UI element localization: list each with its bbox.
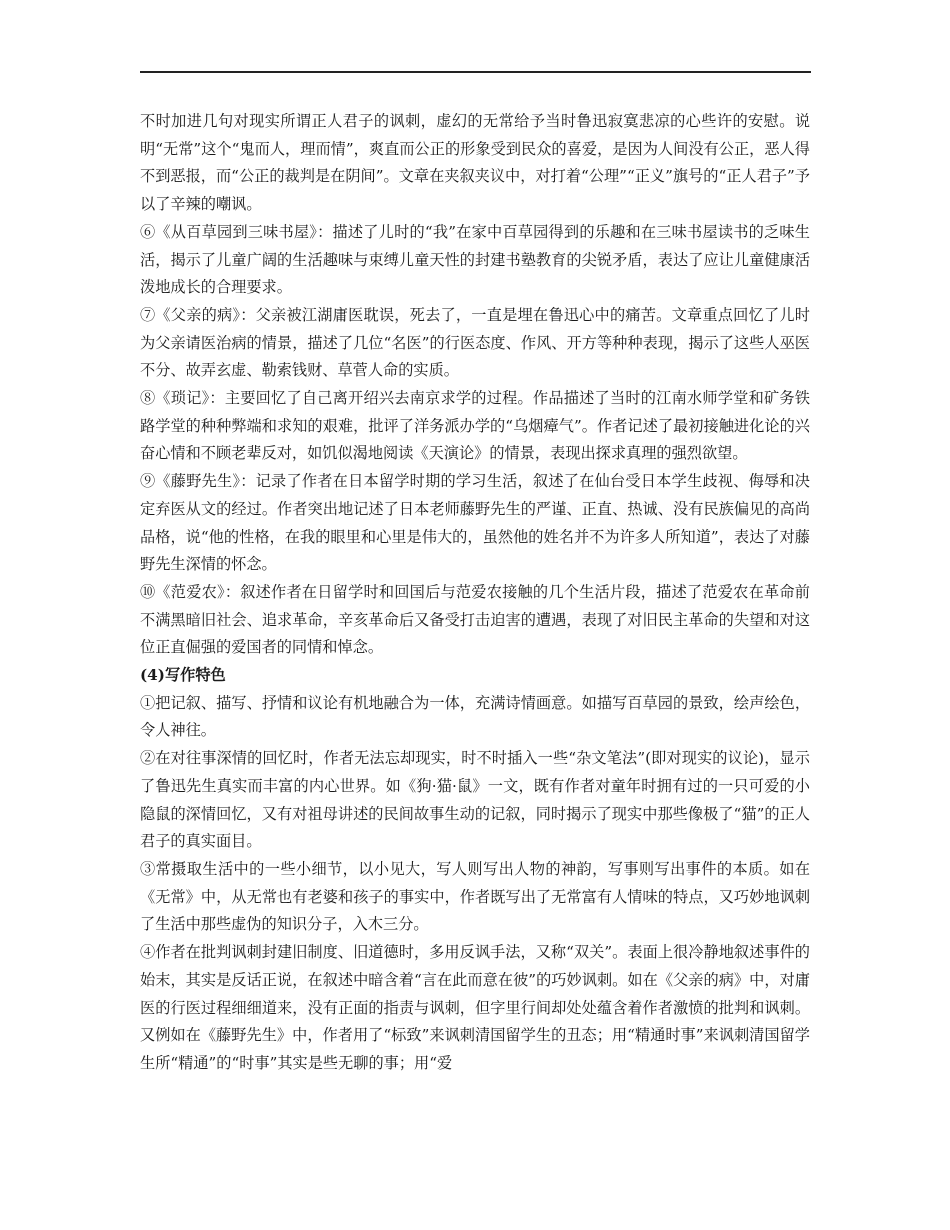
feature-item-4: ④作者在批判讽刺封建旧制度、旧道德时，多用反讽手法，又称“双关”。表面上很冷静地叙述事件的始末，其实是反话正说，在叙述中暗含着“言在此而意在彼”的巧妙讽刺。如在《父亲的病》中，对庸医的行医过程细细道来，没有正面的指责与讽刺，但字里行间却处处蕴含着作者激愤的批判和讽刺。又例如在《藤野先生》中，作者用了“标致”来讽刺清国留学生的丑态；用“精通时事”来讽刺清国留学生所“精通”的“时事”其实是些无聊的事；用“爱 [140, 943, 810, 1072]
header-rule [140, 71, 811, 73]
paragraph-suoji: ⑧《琐记》：主要回忆了自己离开绍兴去南京求学的过程。作品描述了当时的江南水师学堂和矿务铁路学堂的种种弊端和求知的艰难，批评了洋务派办学的“乌烟瘴气”。作者记述了最初接触进化论的兴奋心情和不顾老辈反对，如饥似渴地阅读《天演论》的情景，表现出探求真理的强烈欲望。 [140, 389, 810, 463]
paragraph-baicaoyuan: ⑥《从百草园到三味书屋》：描述了儿时的“我”在家中百草园得到的乐趣和在三味书屋读书的乏味生活，揭示了儿童广阔的生活趣味与束缚儿童天性的封建书塾教育的尖锐矛盾，表达了应让儿童健康活泼地成长的合理要求。 [140, 222, 810, 297]
feature-item-2: ②在对往事深情的回忆时，作者无法忘却现实，时不时插入一些“杂文笔法”(即对现实的议论)，显示了鲁迅先生真实而丰富的内心世界。如《狗·猫·鼠》一文，既有作者对童年时拥有过的一只可爱的小隐鼠的深情回忆，又有对祖母讲述的民间故事生动的记叙，同时揭示了现实中那些像极了“猫”的正人君子的真实面目。 [140, 749, 810, 851]
feature-item-1: ①把记叙、描写、抒情和议论有机地融合为一体，充满诗情画意。如描写百草园的景致，绘声绘色，令人神往。 [140, 693, 810, 740]
paragraph-fan-ainong: ⑩《范爱农》：叙述作者在日留学时和回国后与范爱农接触的几个生活片段，描述了范爱农在革命前不满黑暗旧社会、追求革命，辛亥革命后又备受打击迫害的遭遇，表现了对旧民主革命的失望和对这位正直倔强的爱国者的同情和悼念。 [140, 582, 810, 657]
feature-item-3: ③常摄取生活中的一些小细节，以小见大，写人则写出人物的神韵，写事则写出事件的本质。如在《无常》中，从无常也有老婆和孩子的事实中，作者既写出了无常富有人情味的特点，又巧妙地讽刺了生活中那些虚伪的知识分子，入木三分。 [140, 859, 810, 934]
paragraph-tengye-xiansheng: ⑨《藤野先生》：记录了作者在日本留学时期的学习生活，叙述了在仙台受日本学生歧视、侮辱和决定弃医从文的经过。作者突出地记述了日本老师藤野先生的严谨、正直、热诚、没有民族偏见的高尚品格，说“他的性格，在我的眼里和心里是伟大的，虽然他的姓名并不为许多人所知道”，表达了对藤野先生深情的怀念。 [140, 472, 810, 574]
paragraph-wuchang-cont: 不时加进几句对现实所谓正人君子的讽刺，虚幻的无常给予当时鲁迅寂寞悲凉的心些许的安慰。说明“无常”这个“鬼而人，理而情”，爽直而公正的形象受到民众的喜爱，是因为人间没有公正，恶人得不到恶报，而“公正的裁判是在阴间”。文章在夹叙夹议中，对打着“公理”“正义”旗号的“正人君子”予以了辛辣的嘲讽。 [140, 112, 810, 214]
paragraph-fuqin-de-bing: ⑦《父亲的病》：父亲被江湖庸医耽误，死去了，一直是埋在鲁迅心中的痛苦。文章重点回忆了儿时为父亲请医治病的情景，描述了几位“名医”的行医态度、作风、开方等种种表现，揭示了这些人巫医不分、故弄玄虚、勒索钱财、草菅人命的实质。 [140, 305, 810, 380]
document-body [140, 108, 810, 1078]
section-heading-writing-features: (4)写作特色 [140, 666, 226, 685]
